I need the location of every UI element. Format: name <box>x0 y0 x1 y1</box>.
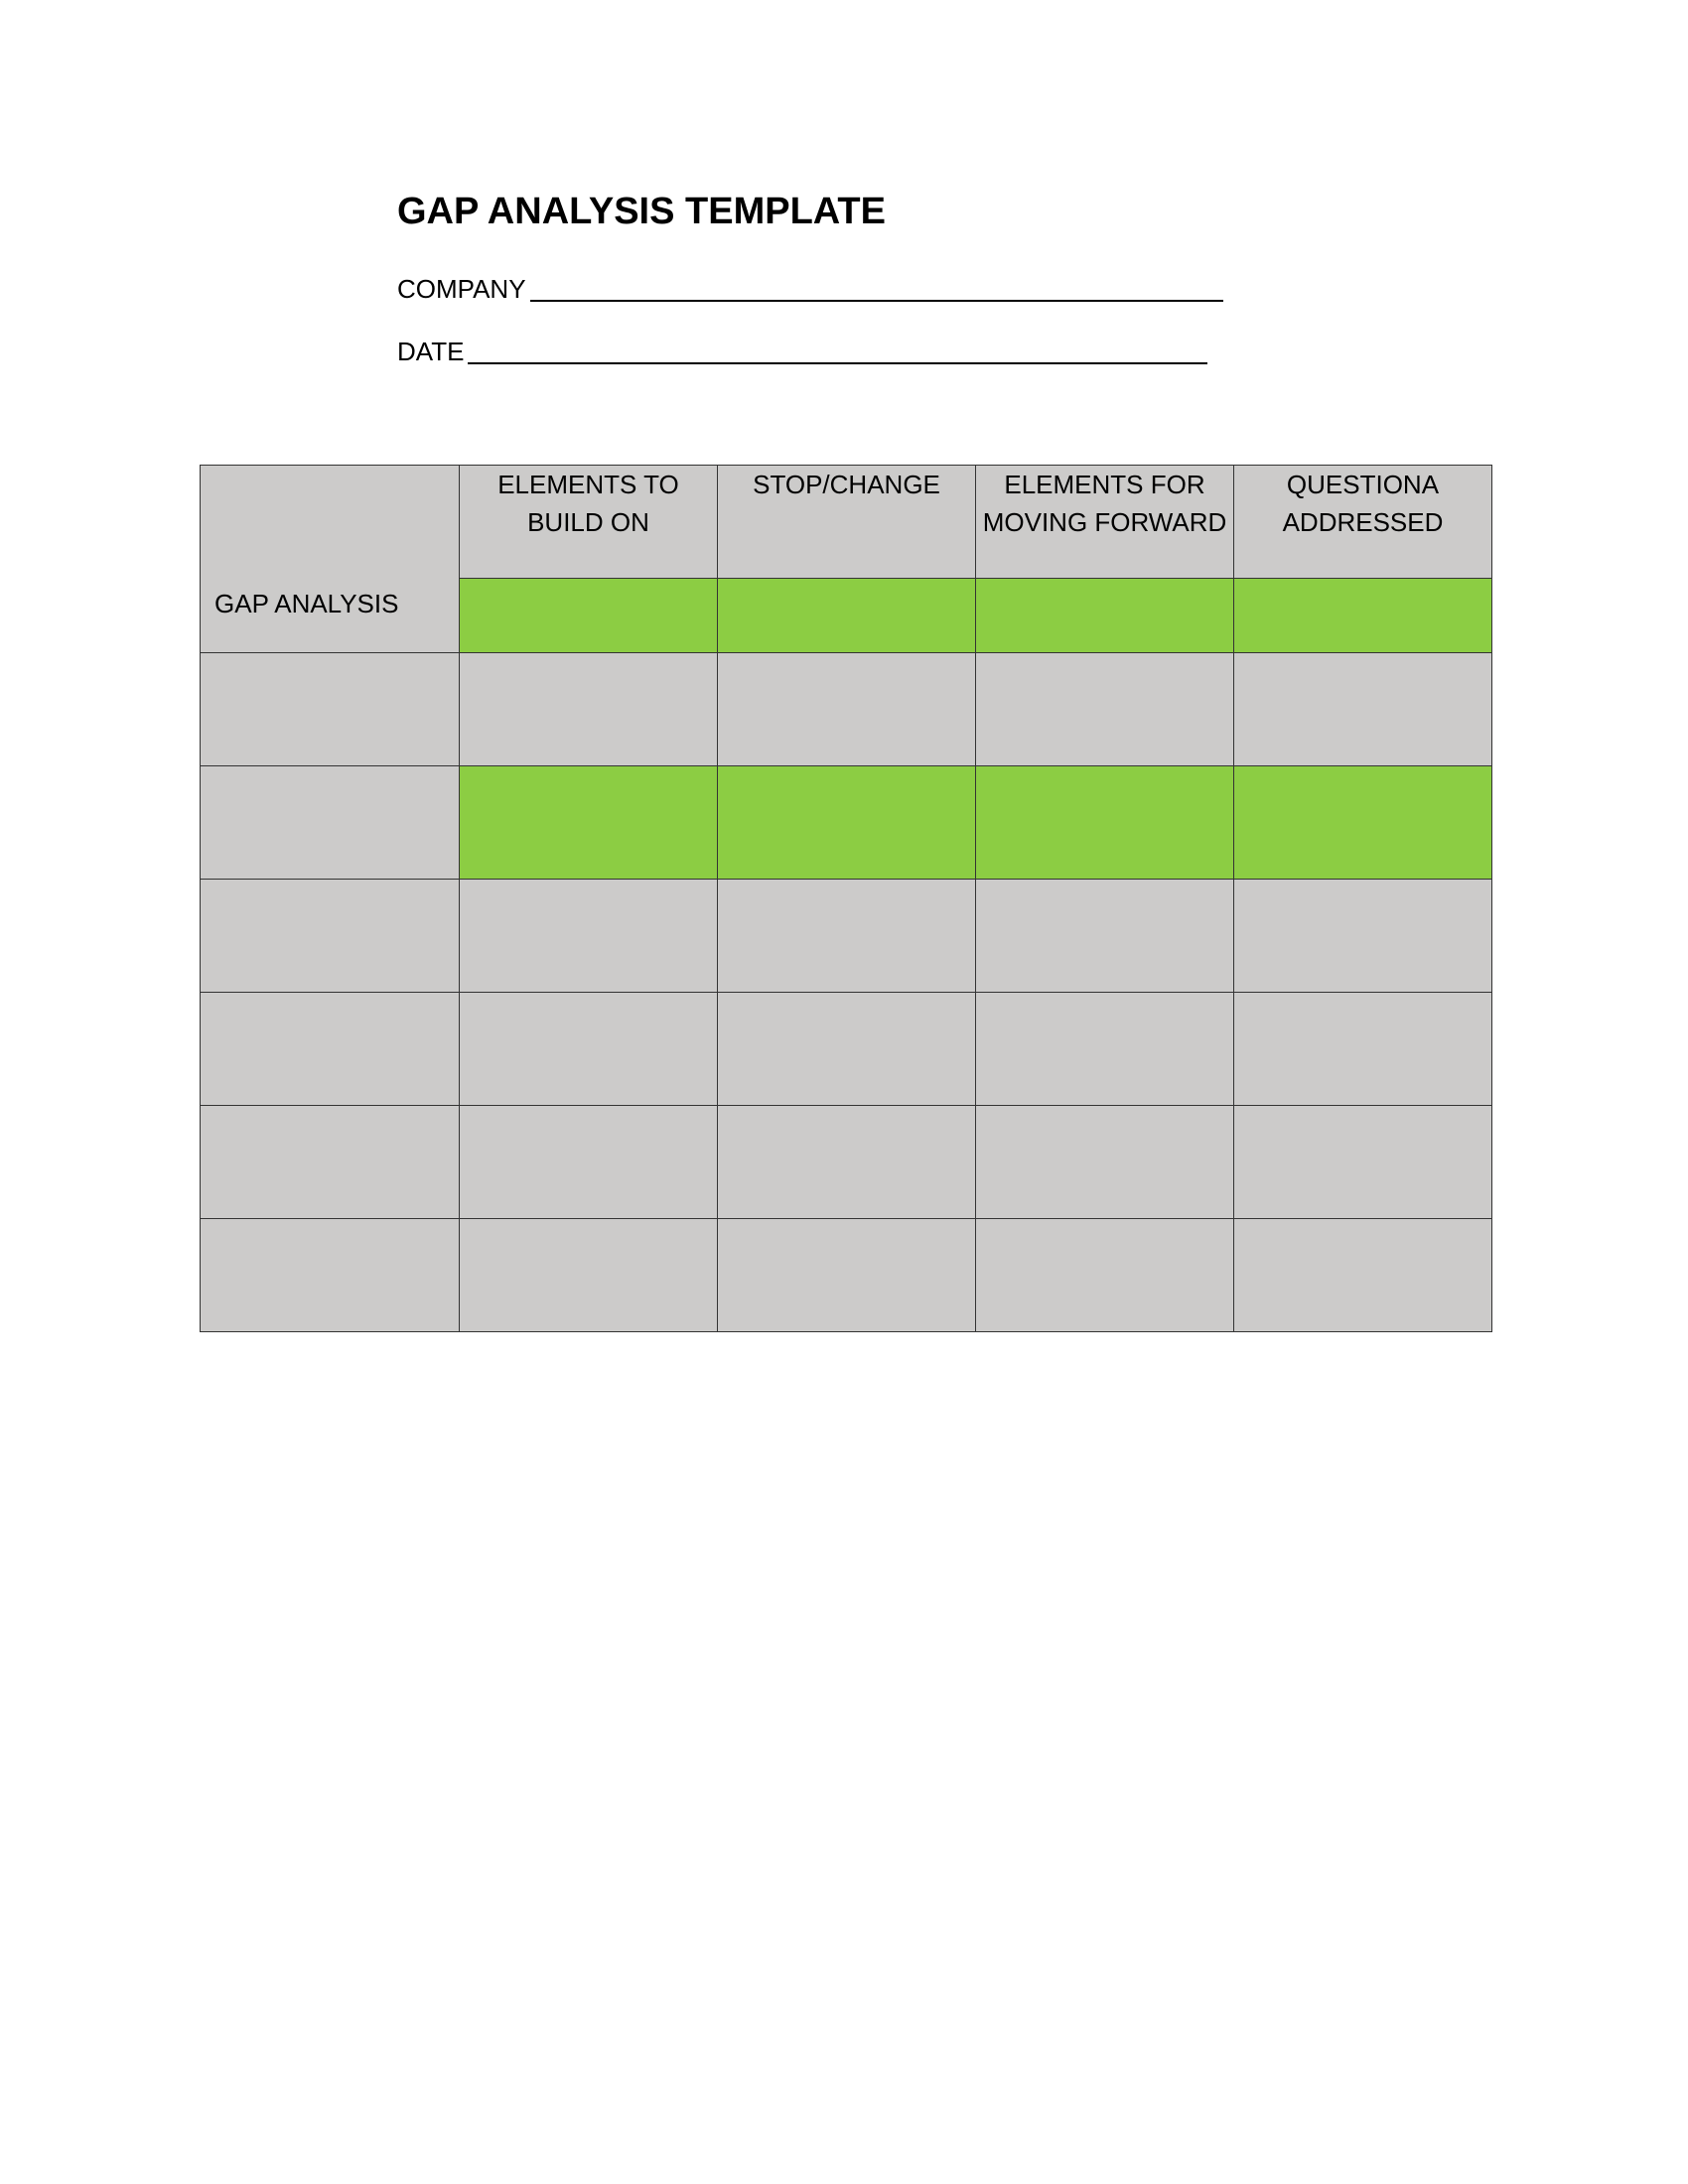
table-row <box>201 880 1492 993</box>
table-cell[interactable] <box>201 880 460 993</box>
table-cell[interactable] <box>201 653 460 766</box>
table-cell[interactable] <box>976 766 1234 880</box>
table-cell[interactable] <box>718 993 976 1106</box>
table-cell[interactable] <box>976 993 1234 1106</box>
table-cell[interactable] <box>460 880 718 993</box>
table-cell[interactable] <box>1234 1106 1492 1219</box>
table-cell[interactable] <box>460 653 718 766</box>
company-blank-line[interactable] <box>530 300 1223 302</box>
table-cell[interactable] <box>1234 1219 1492 1332</box>
table-cell[interactable] <box>718 1219 976 1332</box>
table-cell[interactable] <box>718 766 976 880</box>
header-stop-change: STOP/CHANGE <box>718 466 976 579</box>
table-row <box>201 993 1492 1106</box>
table-cell[interactable] <box>1234 766 1492 880</box>
table-cell[interactable] <box>201 766 460 880</box>
table-row <box>201 1106 1492 1219</box>
table-cell[interactable] <box>718 653 976 766</box>
table-cell[interactable] <box>201 1106 460 1219</box>
header-elements-to-build-on: ELEMENTS TO BUILD ON <box>460 466 718 579</box>
date-blank-line[interactable] <box>468 362 1207 364</box>
table-cell[interactable] <box>460 1106 718 1219</box>
company-label: COMPANY <box>397 274 526 304</box>
table-cell[interactable] <box>718 579 976 653</box>
document-title: GAP ANALYSIS TEMPLATE <box>397 191 886 232</box>
date-label: DATE <box>397 337 465 366</box>
table-cell[interactable] <box>976 1219 1234 1332</box>
table-cell[interactable] <box>976 1106 1234 1219</box>
table-header-row <box>201 466 1492 579</box>
table-cell[interactable] <box>201 993 460 1106</box>
table-cell[interactable] <box>460 1219 718 1332</box>
table-cell[interactable] <box>718 1106 976 1219</box>
table-cell[interactable] <box>460 766 718 880</box>
gap-analysis-label-cell <box>201 466 460 653</box>
table-cell[interactable] <box>976 579 1234 653</box>
company-field <box>397 274 1223 305</box>
table-row <box>201 653 1492 766</box>
table-cell[interactable] <box>1234 880 1492 993</box>
gap-analysis-label: GAP ANALYSIS <box>214 588 399 618</box>
table-row <box>201 1219 1492 1332</box>
table-cell[interactable] <box>976 880 1234 993</box>
table-cell[interactable] <box>1234 653 1492 766</box>
header-questiona-addressed: QUESTIONA ADDRESSED <box>1234 466 1492 579</box>
table-cell[interactable] <box>976 653 1234 766</box>
table-row <box>201 766 1492 880</box>
table-cell[interactable] <box>1234 579 1492 653</box>
date-field <box>397 337 1207 367</box>
header-elements-for-moving-forward: ELEMENTS FOR MOVING FORWARD <box>976 466 1234 579</box>
table-cell[interactable] <box>718 880 976 993</box>
table-cell[interactable] <box>460 579 718 653</box>
table-cell[interactable] <box>1234 993 1492 1106</box>
table-cell[interactable] <box>201 1219 460 1332</box>
table-cell[interactable] <box>460 993 718 1106</box>
gap-analysis-table <box>200 465 1492 1332</box>
